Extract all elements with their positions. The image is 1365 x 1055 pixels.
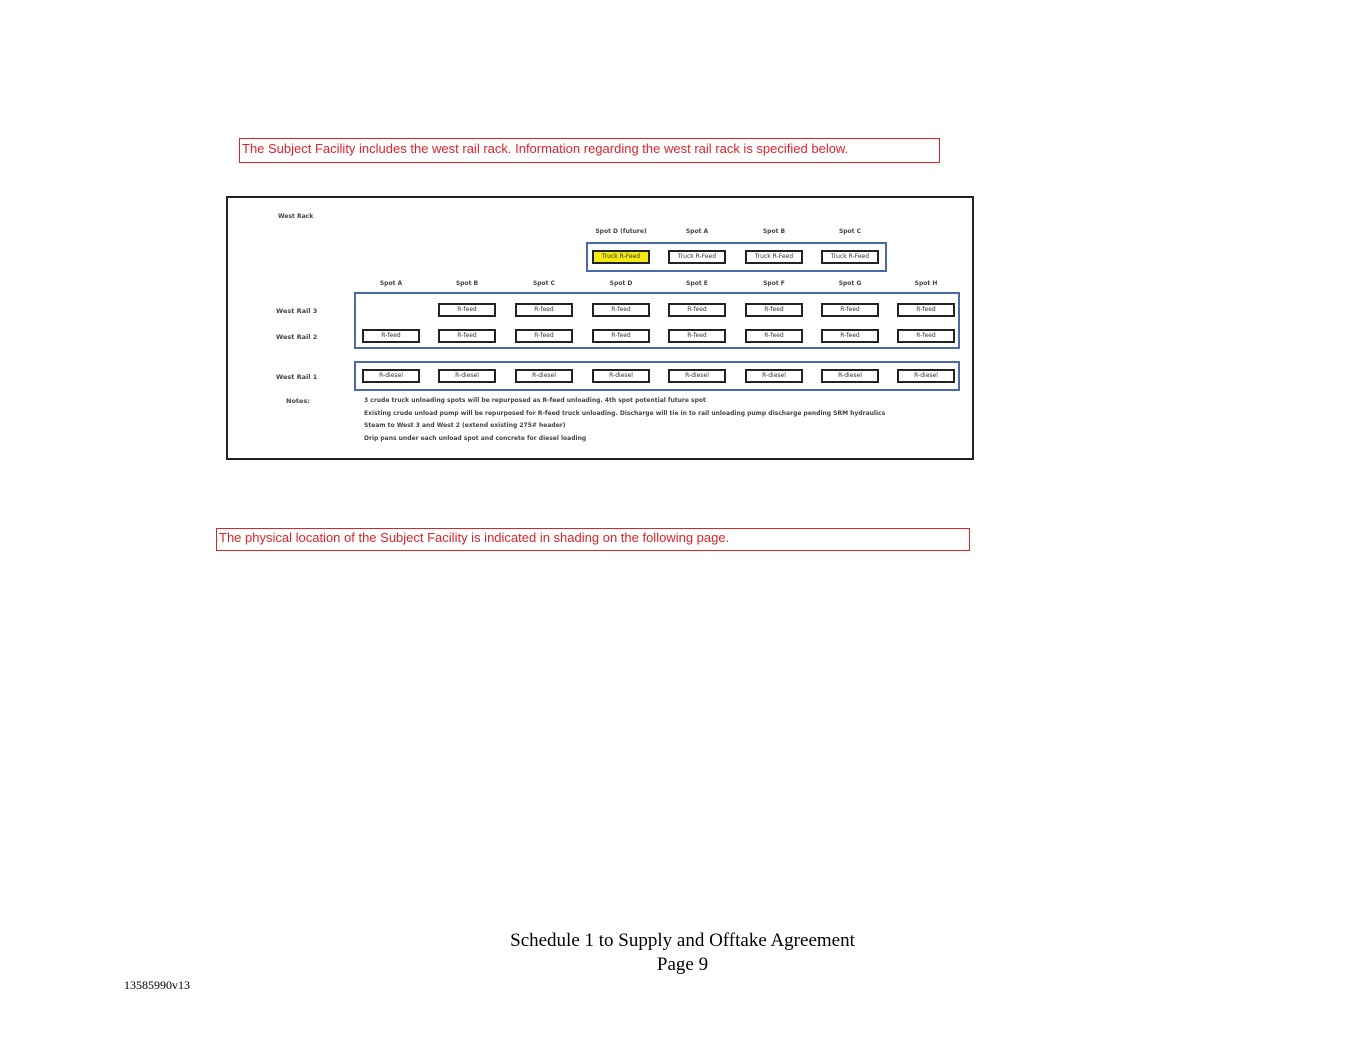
rail-spot: R-diesel [515,369,573,383]
rail-spot: R-feed [821,303,879,317]
truck-spot-header: Spot C [838,228,862,235]
diagram-note-line: 3 crude truck unloading spots will be repurposed as R-feed unloading. 4th spot potential future spot [364,397,706,404]
truck-spot-header: Spot D (future) [595,228,647,235]
rail-spot: R-diesel [668,369,726,383]
facility-note-bottom: The physical location of the Subject Facility is indicated in shading on the following page. [216,528,970,551]
rail-spot: R-diesel [438,369,496,383]
rail-spot-header: Spot E [686,280,708,287]
footer-page-number: Page 9 [656,954,709,975]
diagram-note-line: Drip pans under each unload spot and concrete for diesel loading [364,434,587,442]
rail-spot: R-feed [745,303,803,317]
rail-row-label: West Rail 1 [276,373,318,381]
rail-spot-header: Spot D [609,280,633,287]
truck-spot-header: Spot A [685,228,709,235]
truck-spot: Truck R-Feed [592,250,650,264]
rail-spot: R-feed [592,329,650,343]
rail-spot: R-feed [515,303,573,317]
rail-spot: R-feed [668,329,726,343]
rail-row-label: West Rail 2 [276,333,318,341]
truck-spot: Truck R-Feed [668,250,726,264]
rail-spot-header: Spot C [532,280,556,287]
diagram-note-line: Existing crude unload pump will be repurposed for R-feed truck unloading. Discharge will tie in to rail unloading pump discharge pending SRM hydraulics [364,409,886,417]
rail-spot: R-feed [362,329,420,343]
document-id: 13585990v13 [124,978,190,992]
rail-spot: R-diesel [592,369,650,383]
rail-row-label: West Rail 3 [276,307,318,315]
truck-spot: Truck R-Feed [821,250,879,264]
truck-spot: Truck R-Feed [745,250,803,264]
rail-spot: R-feed [438,303,496,317]
rail-spot: R-diesel [362,369,420,383]
rail-spot: R-diesel [745,369,803,383]
rail-spot: R-feed [745,329,803,343]
rail-spot-header: Spot B [455,280,479,287]
truck-spot-header: Spot B [762,228,786,235]
rail-spot-header: Spot A [379,280,403,287]
footer-title: Schedule 1 to Supply and Offtake Agreement [510,930,855,951]
west-rack-diagram [226,196,974,460]
rail-spot: R-feed [438,329,496,343]
rail-spot-header: Spot G [838,280,862,287]
rail-spot-header: Spot H [914,280,938,287]
notes-label: Notes: [286,397,310,405]
diagram-title: West Rack [278,213,314,220]
rail-spot: R-feed [897,329,955,343]
rail-spot: R-diesel [897,369,955,383]
rail-spot-header: Spot F [763,280,785,287]
rail-spot: R-feed [668,303,726,317]
diagram-note-line: Steam to West 3 and West 2 (extend existing 275# header) [364,422,566,429]
rail-spot: R-feed [821,329,879,343]
rail-spot: R-feed [515,329,573,343]
rail-spot: R-feed [592,303,650,317]
rail-spot: R-diesel [821,369,879,383]
facility-note-top: The Subject Facility includes the west rail rack. Information regarding the west rail rack is specified below. [239,138,940,163]
rail-spot: R-feed [897,303,955,317]
